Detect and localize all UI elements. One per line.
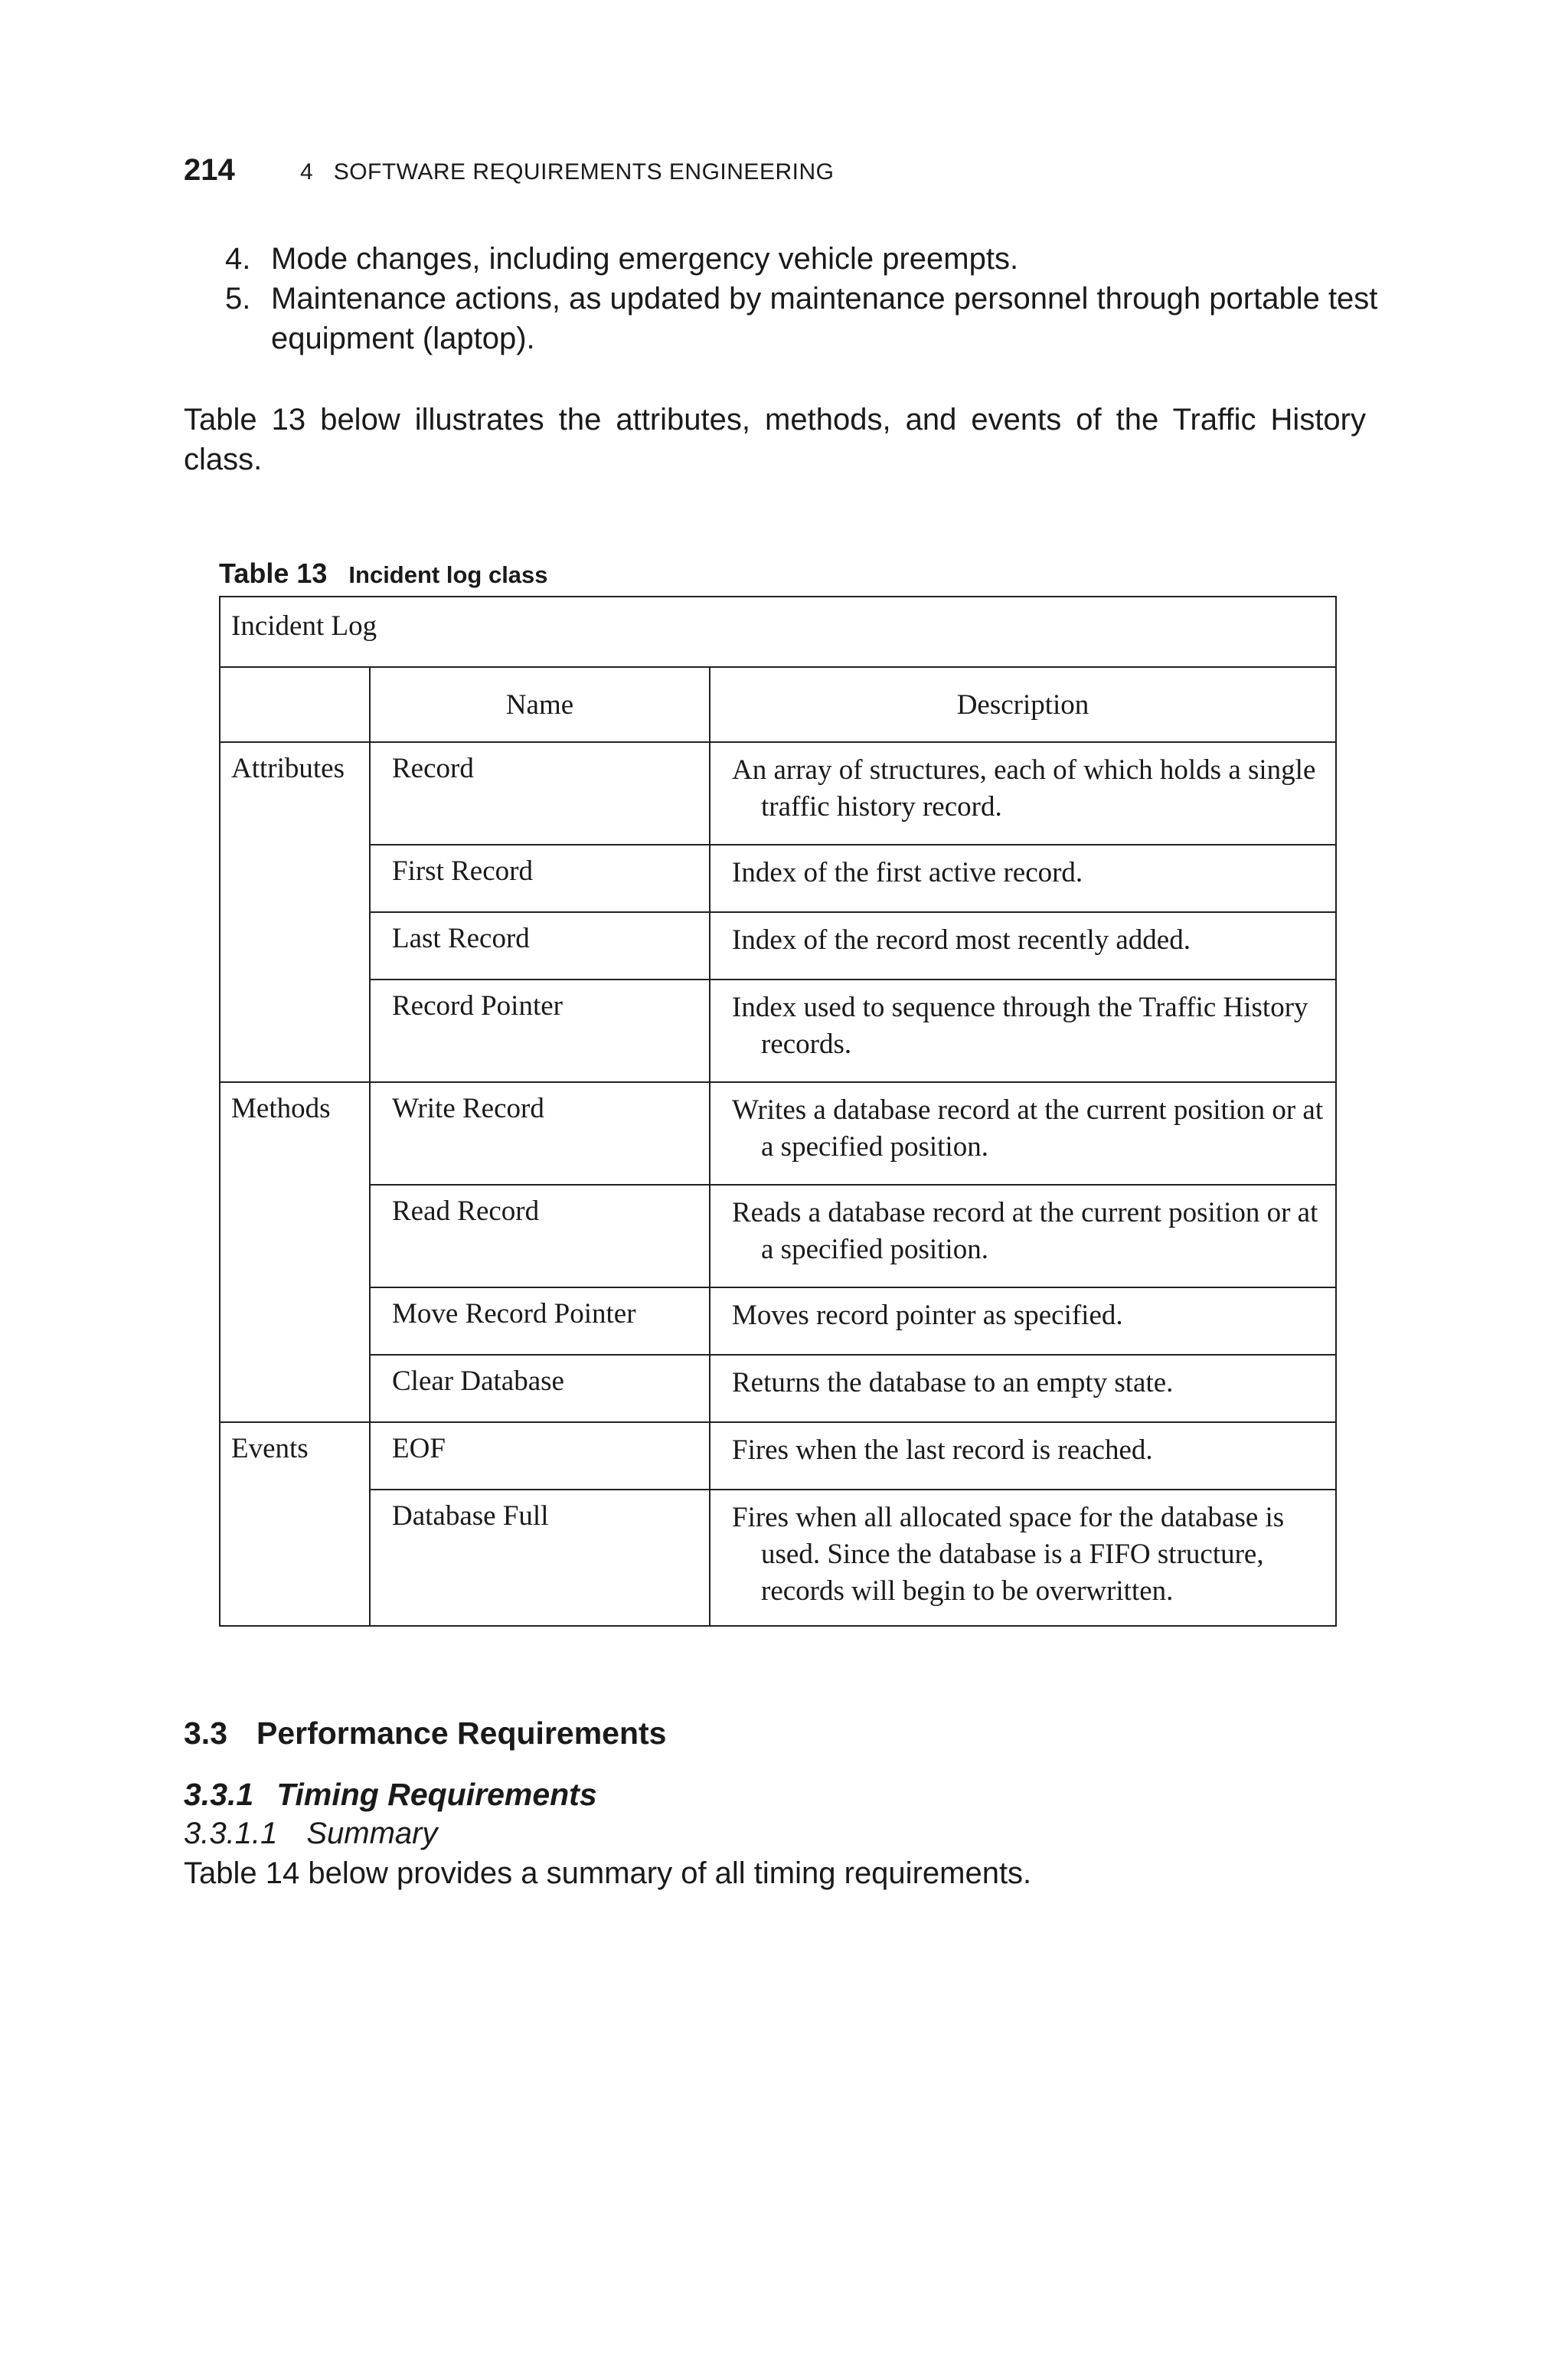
header-name: Name xyxy=(370,667,710,742)
list-item xyxy=(225,239,1404,279)
section-title: Performance Requirements xyxy=(256,1715,667,1751)
closing-paragraph: Table 14 below provides a summary of all timing requirements. xyxy=(184,1856,1032,1890)
table-caption xyxy=(219,558,548,590)
row-description xyxy=(710,1287,1336,1355)
row-description xyxy=(710,1082,1336,1185)
group-events: Events xyxy=(220,1422,370,1626)
header-description: Description xyxy=(710,667,1336,742)
section-number: 3.3.1.1 xyxy=(184,1817,278,1850)
table-row xyxy=(220,912,1336,980)
intro-paragraph: Table 13 below illustrates the attributes, methods, and events of the Traffic History class. xyxy=(184,403,1366,476)
row-description xyxy=(710,1422,1336,1490)
table-row xyxy=(220,1490,1336,1626)
row-name: Last Record xyxy=(370,912,710,980)
header-empty-cell xyxy=(220,667,370,742)
table-row xyxy=(220,742,1336,845)
table-caption-label: Table 13 xyxy=(219,558,328,589)
section-title: Summary xyxy=(306,1817,438,1850)
row-description-text: Returns the database to an empty state. xyxy=(732,1367,1174,1398)
numbered-list xyxy=(225,239,1404,358)
table-row xyxy=(220,1287,1336,1355)
page-number: 214 xyxy=(184,153,235,187)
row-description xyxy=(710,742,1336,845)
section-heading-3-3 xyxy=(184,1715,666,1751)
list-item-text: Maintenance actions, as updated by maintenance personnel through portable test equipment (laptop). xyxy=(271,282,1378,355)
table-row xyxy=(220,1422,1336,1490)
row-name: Database Full xyxy=(370,1490,710,1626)
table-row xyxy=(220,1355,1336,1422)
row-description-text: Reads a database record at the current position or at a specified position. xyxy=(732,1197,1318,1265)
table-row xyxy=(220,980,1336,1082)
row-description xyxy=(710,845,1336,912)
running-head: 4 SOFTWARE REQUIREMENTS ENGINEERING xyxy=(300,159,835,185)
row-name: Record xyxy=(370,742,710,845)
table-row xyxy=(220,845,1336,912)
row-description-text: Index of the record most recently added. xyxy=(732,924,1191,956)
row-description-text: Writes a database record at the current position or at a specified position. xyxy=(732,1094,1324,1163)
row-name: First Record xyxy=(370,845,710,912)
row-description-text: Index of the first active record. xyxy=(732,857,1083,888)
row-description xyxy=(710,1185,1336,1287)
row-description-text: Index used to sequence through the Traffic History records. xyxy=(732,992,1308,1060)
table-row xyxy=(220,1082,1336,1185)
group-attributes: Attributes xyxy=(220,742,370,1082)
row-name: Read Record xyxy=(370,1185,710,1287)
list-item-number: 5. xyxy=(225,282,251,316)
row-description-text: Fires when all allocated space for the database is used. Since the database is a FIFO structure, records will begin to be overwritten. xyxy=(732,1502,1285,1607)
list-item-number: 4. xyxy=(225,242,251,276)
row-description xyxy=(710,1355,1336,1422)
row-description xyxy=(710,1490,1336,1626)
list-item-text: Mode changes, including emergency vehicle preempts. xyxy=(271,242,1019,276)
list-item xyxy=(225,279,1404,358)
row-description xyxy=(710,980,1336,1082)
row-name: Move Record Pointer xyxy=(370,1287,710,1355)
section-number: 3.3 xyxy=(184,1715,227,1751)
table-caption-title: Incident log class xyxy=(348,561,548,588)
incident-log-table xyxy=(219,596,1337,1627)
row-description-text: An array of structures, each of which holds a single traffic history record. xyxy=(732,754,1316,823)
section-heading-3-3-1-1 xyxy=(184,1817,437,1851)
row-name: Write Record xyxy=(370,1082,710,1185)
row-name: EOF xyxy=(370,1422,710,1490)
section-number: 3.3.1 xyxy=(184,1777,254,1812)
row-description-text: Moves record pointer as specified. xyxy=(732,1300,1123,1331)
section-title: Timing Requirements xyxy=(276,1777,597,1812)
row-description-text: Fires when the last record is reached. xyxy=(732,1434,1153,1466)
table-row xyxy=(220,1185,1336,1287)
table-title-row xyxy=(220,597,1336,667)
table-title: Incident Log xyxy=(220,597,1336,667)
table-header-row xyxy=(220,667,1336,742)
row-description xyxy=(710,912,1336,980)
row-name: Record Pointer xyxy=(370,980,710,1082)
group-methods: Methods xyxy=(220,1082,370,1422)
row-name: Clear Database xyxy=(370,1355,710,1422)
section-heading-3-3-1 xyxy=(184,1777,597,1813)
